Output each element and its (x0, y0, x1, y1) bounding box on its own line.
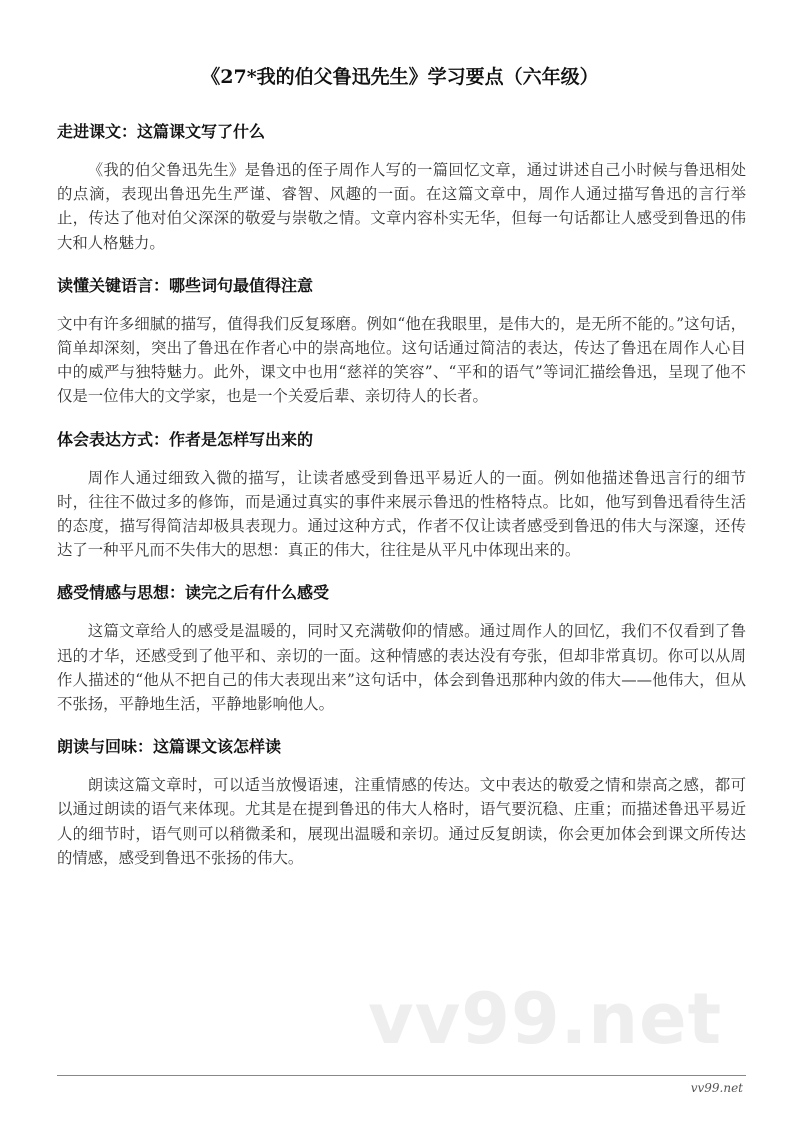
section-heading: 读懂关键语言：哪些词句最值得注意 (57, 275, 314, 295)
section-heading: 感受情感与思想：读完之后有什么感受 (57, 583, 330, 603)
section-reading (57, 735, 746, 870)
section-paragraph: 朗读这篇文章时，可以适当放慢语速，注重情感的传达。文中表达的敬爱之情和崇高之感，都可以通过朗读的语气来体现。尤其是在提到鲁迅的伟大人格时，语气要沉稳、庄重；而描述鲁迅平易近人的细节时，语气则可以稍微柔和，展现出温暖和亲切。通过反复朗读，你会更加体会到课文所传达的情感，感受到鲁迅不张扬的伟大。 (57, 776, 746, 867)
watermark: vv99.net (368, 978, 723, 1060)
section-heading: 走进课文：这篇课文写了什么 (57, 122, 266, 141)
footer-site: vv99.net (690, 1081, 743, 1095)
section-paragraph: 周作人通过细致入微的描写，让读者感受到鲁迅平易近人的一面。例如他描述鲁迅言行的细节时，往往不做过多的修饰，而是通过真实的事件来展示鲁迅的性格特点。比如，他写到鲁迅看待生活的态度，描写得简洁却极具表现力。通过这种方式，作者不仅让读者感受到鲁迅的伟大与深邃，还传达了一种平凡而不失伟大的思想：真正的伟大，往往是从平凡中体现出来的。 (57, 468, 746, 560)
section-key-language (57, 274, 746, 409)
section-paragraph: 文中有许多细腻的描写，值得我们反复琢磨。例如“他在我眼里，是伟大的，是无所不能的。”这句话，简单却深刻，突出了鲁迅在作者心中的崇高地位。这句话通过简洁的表达，传达了鲁迅在周作人心目中的威严与独特魅力。此外，课文中也用“慈祥的笑容”、“平和的语气”等词汇描绘鲁迅，呈现了他不仅是一位伟大的文学家，也是一个关爱后辈、亲切待人的长者。 (57, 314, 746, 406)
document-title: 《27*我的伯父鲁迅先生》学习要点（六年级） (201, 66, 599, 88)
footer-divider (57, 1075, 746, 1076)
section-paragraph: 《我的伯父鲁迅先生》是鲁迅的侄子周作人写的一篇回忆文章，通过讲述自己小时候与鲁迅相处的点滴，表现出鲁迅先生严谨、睿智、风趣的一面。在这篇文章中，周作人通过描写鲁迅的言行举止，传达了他对伯父深深的敬爱与崇敬之情。文章内容朴实无华，但每一句话都让人感受到鲁迅的伟大和人格魅力。 (57, 161, 746, 252)
section-heading: 朗读与回味：这篇课文该怎样读 (57, 737, 282, 757)
section-expression (57, 428, 746, 563)
section-paragraph: 这篇文章给人的感受是温暖的，同时又充满敬仰的情感。通过周作人的回忆，我们不仅看到了鲁迅的才华，还感受到了他平和、亲切的一面。这种情感的表达没有夸张，但却非常真切。你可以从周作人描述的“他从不把自己的伟大表现出来”这句话中，体会到鲁迅那种内敛的伟大——他伟大，但从不张扬，平静地生活，平静地影响他人。 (57, 622, 746, 714)
section-emotion (57, 581, 746, 716)
section-intro (57, 120, 746, 255)
document-body (57, 120, 746, 889)
section-heading: 体会表达方式：作者是怎样写出来的 (57, 429, 314, 449)
